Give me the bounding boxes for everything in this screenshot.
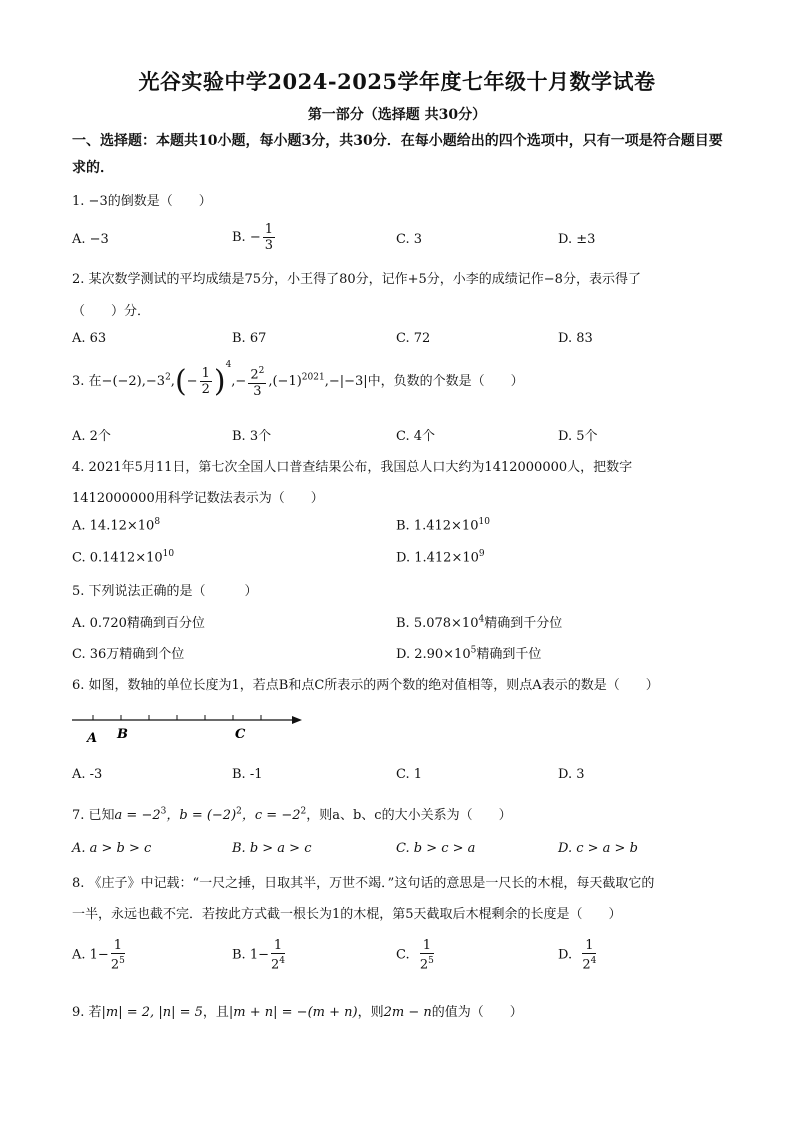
q4-option-c-exponent: 10 bbox=[162, 549, 175, 559]
fraction-numerator bbox=[248, 364, 266, 383]
q7-expr-a-exponent: 3 bbox=[160, 806, 167, 817]
point-label-a: A bbox=[87, 731, 98, 746]
q7-suffix: ，则a、b、c的大小关系为（ ） bbox=[306, 808, 512, 823]
fraction-numerator: 1 bbox=[420, 938, 434, 954]
q3-expr-3-fraction bbox=[200, 366, 212, 397]
q7-expr-b: ，b = (−2) bbox=[166, 808, 237, 823]
q9-expr-2: |m + n| = −(m + n) bbox=[228, 1005, 358, 1020]
question-8-line-2: 一半，永远也截不完．若按此方式截一根长为1的木棍，第5天截取后木棍剩余的长度是（ ） bbox=[72, 907, 622, 922]
q4-option-d-base: D. 1.412×10 bbox=[396, 550, 479, 566]
q3-expr-2: −3 bbox=[145, 374, 166, 389]
q9-mid: ，且 bbox=[202, 1005, 229, 1020]
question-5: 5. 下列说法正确的是（ ） bbox=[72, 584, 258, 599]
fraction-denominator: 2 bbox=[201, 382, 210, 397]
q3-option-d: D. 5个 bbox=[558, 429, 598, 444]
fraction-numerator: 1 bbox=[582, 938, 596, 954]
q4-option-b-exponent: 10 bbox=[478, 517, 490, 527]
q7-expr-c: ，c = −2 bbox=[241, 808, 301, 823]
section-instructions: 一、选择题：本题共10小题，每小题3分，共30分．在每小题给出的四个选项中，只有一项是符合题目要求的． bbox=[72, 133, 723, 176]
q9-expr-3: 2m − n bbox=[383, 1005, 432, 1020]
denominator-base: 2 bbox=[270, 957, 280, 973]
fraction-denominator bbox=[111, 954, 125, 972]
q7-option-d: D. c > a > b bbox=[558, 841, 638, 856]
question-8-line-1: 8. 《庄子》中记载：“一尺之捶，日取其半，万世不竭．”这句话的意思是一尺长的木棍，每天截取它的 bbox=[72, 876, 655, 891]
denominator-base: 2 bbox=[110, 957, 120, 973]
q8-option-a-fraction bbox=[111, 938, 125, 972]
fraction-denominator bbox=[582, 954, 596, 972]
q3-expr-6: ,−|−3| bbox=[324, 374, 368, 389]
q9-post: ，则 bbox=[357, 1005, 384, 1020]
q1-value: −3 bbox=[88, 194, 108, 209]
q4-option-a bbox=[72, 517, 160, 533]
q5-option-b-text: 精确到千分位 bbox=[484, 616, 563, 631]
q4-option-a-exponent: 8 bbox=[154, 517, 161, 527]
q8-option-b bbox=[232, 938, 287, 972]
q5-option-d-exponent: 5 bbox=[470, 645, 477, 656]
q7-expr-c-exponent: 2 bbox=[300, 806, 307, 817]
denominator-exponent: 4 bbox=[279, 956, 285, 966]
question-1 bbox=[72, 190, 212, 209]
q3-expr-4-exponent: 2 bbox=[258, 366, 265, 377]
q4-option-c-base: C. 0.1412×10 bbox=[72, 550, 163, 566]
question-9 bbox=[72, 1001, 523, 1020]
q6-option-c: C. 1 bbox=[396, 767, 423, 782]
q3-prefix: 3. 在 bbox=[72, 374, 102, 389]
fraction-denominator: 3 bbox=[253, 383, 262, 399]
q8-option-b-fraction bbox=[271, 938, 285, 972]
q1-option-b bbox=[232, 222, 277, 253]
question-6: 6. 如图，数轴的单位长度为1，若点B和点C所表示的两个数的绝对值相等，则点A表示的数是（ ） bbox=[72, 678, 659, 693]
q5-option-b-exponent: 4 bbox=[478, 614, 485, 625]
question-4-line-1: 4. 2021年5月11日，第七次全国人口普查结果公布，我国总人口大约为1412000000人，把数字 bbox=[72, 460, 633, 475]
q8-option-d bbox=[558, 938, 598, 972]
q3-expr-4-sign: ,− bbox=[231, 374, 247, 389]
q5-option-d-base: D. 2.90×10 bbox=[396, 647, 471, 662]
q4-option-a-base: A. 14.12×10 bbox=[72, 518, 155, 534]
question-2-line-2: （ ）分． bbox=[72, 304, 151, 319]
q8-option-a-prefix: A. 1− bbox=[72, 947, 109, 963]
q3-comma: , bbox=[170, 374, 175, 389]
q5-option-b bbox=[396, 612, 562, 631]
q4-option-d bbox=[396, 549, 485, 565]
q6-option-d: D. 3 bbox=[558, 767, 585, 782]
q8-option-c-prefix: C. bbox=[396, 947, 410, 963]
q7-option-b: B. b > a > c bbox=[232, 841, 312, 856]
q3-expr-4-base: 2 bbox=[250, 367, 259, 383]
q4-option-d-exponent: 9 bbox=[478, 549, 485, 559]
q5-option-d bbox=[396, 643, 541, 662]
question-2-line-1: 2. 某次数学测试的平均成绩是75分，小王得了80分，记作+5分，小李的成绩记作−8分，表示得了 bbox=[72, 272, 641, 287]
q2-option-d: D. 83 bbox=[558, 331, 593, 346]
q8-option-d-fraction bbox=[582, 938, 596, 972]
q9-expr-1: |m| = 2, |n| = 5 bbox=[101, 1005, 203, 1020]
denominator-base: 2 bbox=[419, 957, 429, 973]
question-4-line-2: 1412000000用科学记数法表示为（ ） bbox=[72, 491, 324, 506]
question-7 bbox=[72, 804, 512, 823]
q1-option-b-prefix: B. − bbox=[232, 230, 261, 245]
q1-option-c: C. 3 bbox=[396, 232, 423, 247]
q3-expr-2-exponent: 2 bbox=[165, 372, 171, 383]
q2-option-c: C. 72 bbox=[396, 331, 431, 346]
q3-expr-1: −(−2), bbox=[101, 374, 146, 389]
fraction-numerator: 1 bbox=[271, 938, 285, 954]
q2-option-b: B. 67 bbox=[232, 331, 267, 346]
q5-option-c: C. 36万精确到个位 bbox=[72, 647, 185, 662]
q8-option-b-prefix: B. 1− bbox=[232, 947, 269, 963]
q4-option-b-base: B. 1.412×10 bbox=[396, 518, 479, 534]
q7-prefix: 7. 已知 bbox=[72, 808, 115, 823]
fraction-numerator: 1 bbox=[201, 366, 210, 381]
q3-option-a: A. 2个 bbox=[72, 429, 111, 444]
q5-option-a: A. 0.720精确到百分位 bbox=[72, 616, 205, 631]
exam-title: 光谷实验中学2024-2025学年度七年级十月数学试卷 bbox=[138, 69, 656, 94]
denominator-exponent: 4 bbox=[590, 956, 597, 966]
q8-option-c bbox=[396, 938, 436, 972]
q8-option-a bbox=[72, 938, 127, 972]
q6-option-b: B. -1 bbox=[232, 767, 263, 782]
fraction-denominator: 3 bbox=[264, 238, 273, 253]
q3-expr-4-fraction bbox=[248, 364, 266, 398]
q3-expr-3-exponent: 4 bbox=[225, 360, 232, 370]
q3-expr-5: ,(−1) bbox=[268, 374, 302, 389]
number-line-figure bbox=[68, 706, 318, 752]
q7-expr-a: a = −2 bbox=[114, 808, 161, 823]
q3-suffix: 中，负数的个数是（ ） bbox=[367, 374, 524, 389]
denominator-exponent: 5 bbox=[428, 956, 434, 966]
q6-option-a: A. -3 bbox=[72, 767, 103, 782]
q8-option-d-prefix: D. bbox=[558, 947, 573, 963]
q5-option-b-base: B. 5.078×10 bbox=[396, 616, 479, 631]
q1-text: 的倒数是（ ） bbox=[107, 194, 212, 209]
q5-option-d-text: 精确到千位 bbox=[476, 647, 542, 662]
q1-option-b-fraction bbox=[263, 222, 275, 253]
q4-option-c bbox=[72, 549, 174, 565]
q3-option-b: B. 3个 bbox=[232, 429, 272, 444]
fraction-denominator bbox=[420, 954, 434, 972]
number-line-arrow bbox=[292, 716, 302, 724]
q3-expr-5-exponent: 2021 bbox=[301, 372, 325, 383]
q7-option-a: A. a > b > c bbox=[72, 841, 152, 856]
q1-option-d: D. ±3 bbox=[558, 232, 596, 247]
q9-suffix: 的值为（ ） bbox=[431, 1005, 523, 1020]
q9-prefix: 9. 若 bbox=[72, 1005, 102, 1020]
q8-option-c-fraction bbox=[420, 938, 434, 972]
q1-option-a: A. −3 bbox=[72, 232, 109, 247]
point-label-c: C bbox=[235, 727, 246, 742]
q3-expr-3-sign: − bbox=[186, 374, 198, 389]
q4-option-b bbox=[396, 517, 490, 533]
fraction-numerator: 1 bbox=[111, 938, 125, 954]
q3-option-c: C. 4个 bbox=[396, 429, 436, 444]
q7-option-c: C. b > c > a bbox=[396, 841, 476, 856]
q7-expr-b-exponent: 2 bbox=[236, 806, 242, 817]
fraction-numerator: 1 bbox=[264, 222, 273, 237]
denominator-exponent: 5 bbox=[119, 956, 125, 966]
q2-option-a: A. 63 bbox=[72, 331, 107, 346]
question-3 bbox=[72, 360, 524, 399]
fraction-denominator bbox=[271, 954, 285, 972]
right-paren: ) bbox=[213, 364, 226, 399]
point-label-b: B bbox=[117, 727, 128, 742]
part-subtitle: 第一部分（选择题 共30分） bbox=[307, 107, 487, 123]
denominator-base: 2 bbox=[582, 957, 591, 973]
left-paren: ( bbox=[174, 364, 187, 399]
q1-number: 1. bbox=[72, 194, 85, 209]
